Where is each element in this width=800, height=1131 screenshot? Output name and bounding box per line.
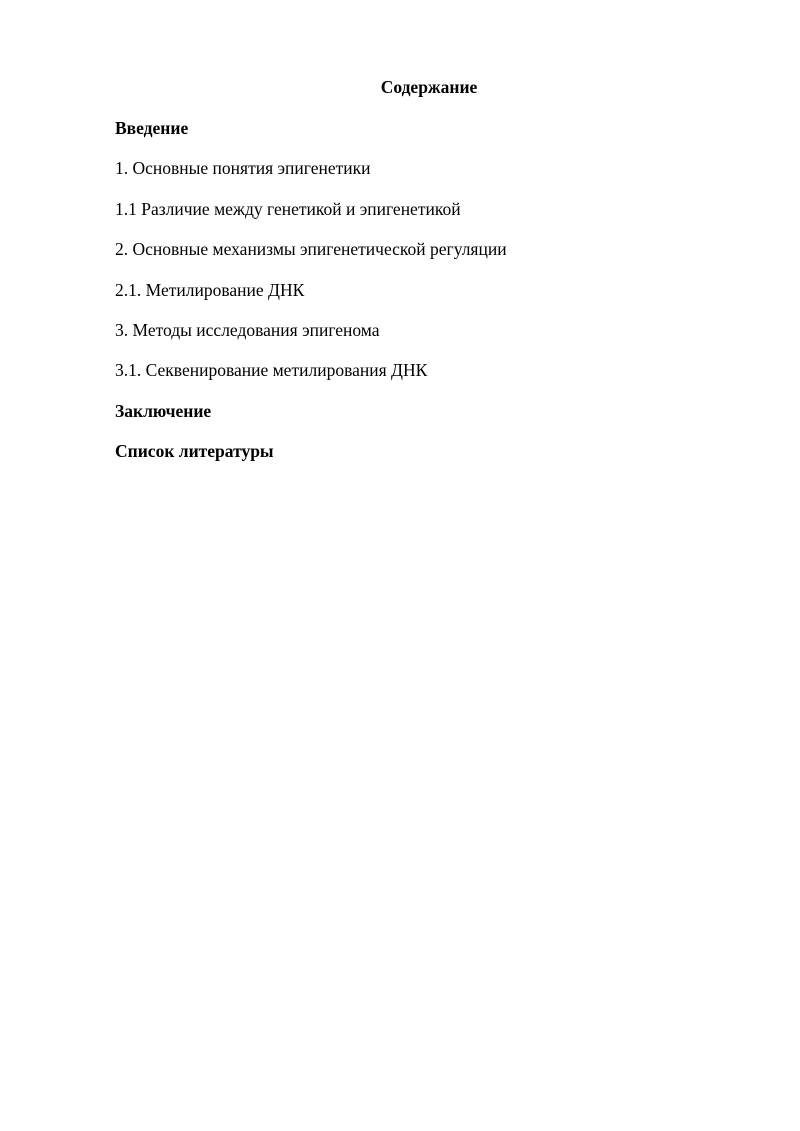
toc-item-1: 1. Основные понятия эпигенетики bbox=[115, 158, 371, 179]
table-of-contents bbox=[115, 117, 507, 481]
toc-item-3-1: 3.1. Секвенирование метилирования ДНК bbox=[115, 360, 428, 381]
toc-item-2-1: 2.1. Метилирование ДНК bbox=[115, 279, 305, 300]
page-title: Содержание bbox=[380, 77, 478, 97]
toc-item-introduction: Введение bbox=[115, 118, 189, 138]
toc-item-conclusion: Заключение bbox=[115, 400, 212, 421]
toc-item-3: 3. Методы исследования эпигенома bbox=[115, 319, 380, 340]
toc-item-references: Список литературы bbox=[115, 441, 274, 462]
toc-item-2: 2. Основные механизмы эпигенетической регуляции bbox=[115, 239, 507, 260]
toc-item-1-1: 1.1 Различие между генетикой и эпигенетикой bbox=[115, 198, 461, 219]
